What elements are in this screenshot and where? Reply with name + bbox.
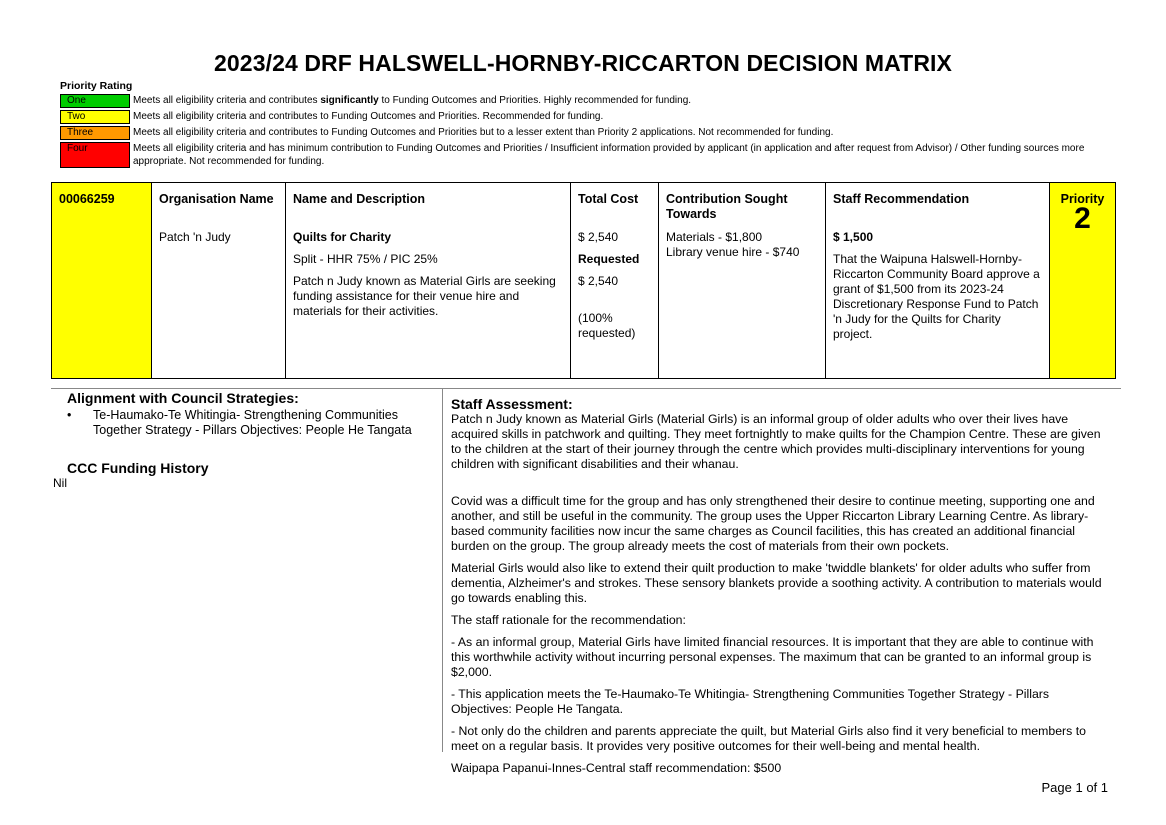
contribution-materials: Materials - $1,800 — [666, 230, 763, 244]
description-cell — [286, 183, 571, 378]
assessment-paragraph: - This application meets the Te-Haumako-Te Whitingia- Strengthening Communities Together Strategy - Pillars Objectives: People He Tangata. — [451, 687, 1050, 716]
priority-description: Meets all eligibility criteria and contributes to Funding Outcomes and Priorities. Recommended for funding. — [133, 111, 604, 122]
priority-description: Meets all eligibility criteria and contributes significantly to Funding Outcomes and Priorities. Highly recommended for funding. — [133, 95, 692, 106]
organisation-name: Patch 'n Judy — [159, 230, 231, 244]
assessment-paragraph: Material Girls would also like to extend their quilt production to make 'twiddle blankets' for older adults who suffer from dementia, Alzheimer's and strokes. These sensory blankets provide a soothing activity. A contribution to materials would go towards enabling this. — [451, 561, 1102, 605]
description-header: Name and Description — [293, 192, 425, 206]
assessment-paragraph: Patch n Judy known as Material Girls (Material Girls) is an informal group of older adults who over their lives have acquired skills in patchwork and quilting. They meet fortnightly to make quilts for the Champion Centre. These are given to the children at the start of their journey through the centre which provides multi-disciplinary interventions for young children with significant disabilities and their whanau. — [451, 412, 1101, 471]
funding-history-value: Nil — [53, 476, 67, 490]
recommendation-text: That the Waipuna Halswell-Hornby-Riccarton Community Board approve a grant of $1,500 from its 2023-24 Discretionary Response Fund to Patch 'n Judy for the Quilts for Charity project. — [833, 252, 1040, 341]
page-number: Page 1 of 1 — [1041, 780, 1108, 795]
alignment-item: • Te-Haumako-Te Whitingia- Strengthening Communities Together Strategy - Pillars Objectives: People He Tangata — [67, 408, 412, 437]
priority-value: 2 — [1074, 202, 1091, 235]
requested-label: Requested — [578, 252, 640, 266]
assessment-paragraph: Covid was a difficult time for the group and has only strengthened their desire to continue meeting, supporting one and another, and still be useful in the community. The group uses the Upper Riccarton Library Learning Centre. As library-based community facilities now incur the same charges as Council facilities, this has created an additional financial burden on the group. The group already meets the cost of materials from their own pockets. — [451, 494, 1095, 553]
left-column — [53, 390, 432, 490]
application-id-cell — [52, 183, 152, 378]
section-divider — [51, 388, 1121, 389]
assessment-heading: Staff Assessment: — [451, 396, 573, 412]
recommendation-cell — [826, 183, 1050, 378]
alignment-heading: Alignment with Council Strategies: — [67, 390, 299, 406]
contribution-header: Contribution Sought Towards — [666, 192, 788, 221]
assessment-paragraph: Waipapa Papanui-Innes-Central staff recommendation: $500 — [451, 761, 782, 775]
contribution-venue: Library venue hire - $740 — [666, 245, 800, 259]
requested-percentage: (100% requested) — [578, 311, 636, 340]
priority-swatch: Two — [60, 110, 130, 124]
column-divider — [442, 388, 443, 752]
organisation-cell — [152, 183, 286, 378]
application-table — [51, 182, 1116, 379]
priority-header: Priority — [1060, 192, 1105, 206]
assessment-paragraph: The staff rationale for the recommendation: — [451, 613, 686, 627]
bullet-icon: • — [67, 408, 72, 422]
recommendation-header: Staff Recommendation — [833, 192, 970, 206]
total-cost: $ 2,540 — [578, 230, 619, 244]
recommendation-amount: $ 1,500 — [833, 230, 874, 244]
application-id: 00066259 — [59, 192, 115, 206]
funding-split: Split - HHR 75% / PIC 25% — [293, 252, 438, 266]
funding-history-heading: CCC Funding History — [67, 460, 209, 476]
priority-swatch: One — [60, 94, 130, 108]
priority-description: Meets all eligibility criteria and contributes to Funding Outcomes and Priorities but to a lesser extent than Priority 2 applications. Not recommended for funding. — [133, 127, 834, 138]
assessment-paragraph: - Not only do the children and parents appreciate the quilt, but Material Girls also find it very beneficial to members to meet on a regular basis. It provides very positive outcomes for their well-being and mental health. — [451, 724, 1086, 753]
staff-assessment — [451, 397, 1111, 783]
organisation-header: Organisation Name — [159, 192, 274, 206]
page-title: 2023/24 DRF HALSWELL-HORNBY-RICCARTON DECISION MATRIX — [214, 50, 952, 76]
project-description: Patch n Judy known as Material Girls are seeking funding assistance for their venue hire and materials for their activities. — [293, 274, 556, 318]
priority-cell — [1050, 183, 1115, 378]
requested-amount: $ 2,540 — [578, 274, 619, 288]
priority-description: Meets all eligibility criteria and has minimum contribution to Funding Outcomes and Priorities / Insufficient information provided by applicant (in application and after request from Advisor) / Other funding sources more appropriate. Not recommended for funding. — [133, 143, 1085, 167]
project-name: Quilts for Charity — [293, 230, 392, 244]
priority-rating-heading: Priority Rating — [60, 80, 133, 92]
total-cost-header: Total Cost — [578, 192, 639, 206]
priority-swatch: Four — [60, 142, 130, 168]
priority-swatch: Three — [60, 126, 130, 140]
assessment-paragraph: - As an informal group, Material Girls have limited financial resources. It is important that they are able to continue with this worthwhile activity without incurring personal expenses. The maximum that can be granted to an informal group is $2,000. — [451, 635, 1094, 679]
contribution-cell — [659, 183, 826, 378]
total-cost-cell — [571, 183, 659, 378]
